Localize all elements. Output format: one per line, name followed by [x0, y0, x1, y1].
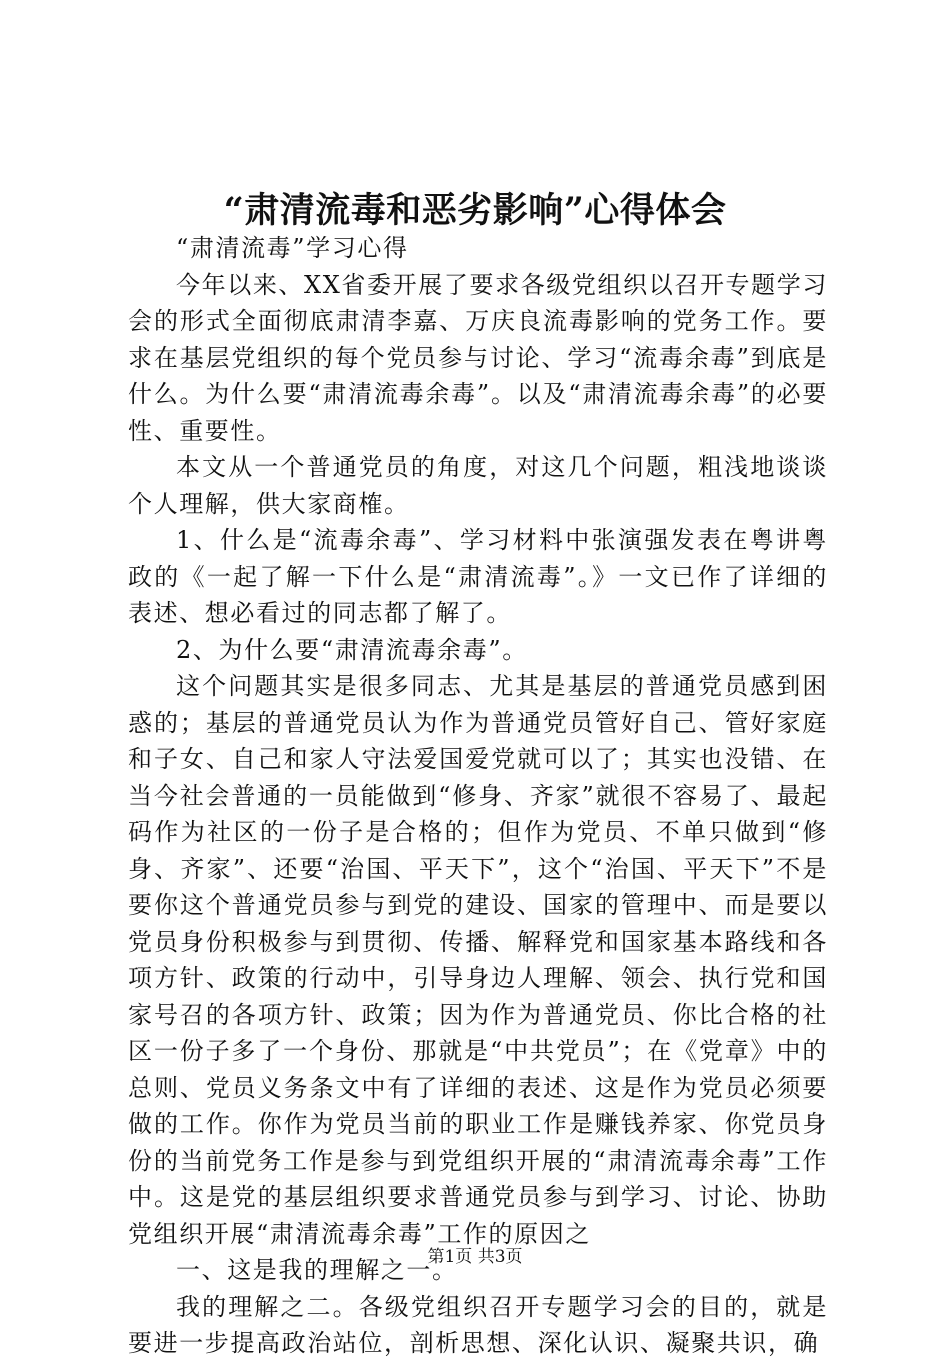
body-paragraph: 2、为什么要“肃清流毒余毒”。 [176, 635, 528, 664]
body-paragraph: 一、这是我的理解之一。 [176, 1256, 458, 1284]
body-paragraph: 1、什么是“流毒余毒”、学习材料中张演强发表在粤讲粤政的《一起了解一下什么是“肃清流毒”。》一文已作了详细的表述、想必看过的同志都了解了。 [128, 526, 828, 627]
body-paragraph: 这个问题其实是很多同志、尤其是基层的普通党员感到困惑的；基层的普通党员认为作为普通党员管好自己、管好家庭和子女、自己和家人守法爱国爱党就可以了；其实也没错、在当今社会普通的一员能做到“修身、齐家”就很不容易了、最起码作为社区的一份子是合格的；但作为党员、不单只做到“修身、齐家”、还要“治国、平天下”，这个“治国、平天下”不是要你这个普通党员参与到党的建设、国家的管理中、而是要以党员身份积极参与到贯彻、传播、解释党和国家基本路线和各项方针、政策的行动中，引导身边人理解、领会、执行党和国家号召的各项方针、政策；因为作为普通党员、你比合格的社区一份子多了一个身份、那就是“中共党员”；在《党章》中的总则、党员义务条文中有了详细的表述、这是作为党员必须要做的工作。你作为党员当前的职业工作是赚钱养家、你党员身份的当前党务工作是参与到党组织开展的“肃清流毒余毒”工作中。这是党的基层组织要求普通党员参与到学习、讨论、协助党组织开展“肃清流毒余毒”工作的原因之 [128, 672, 828, 1248]
document-title: “肃清流毒和恶劣影响”心得体会 [223, 190, 727, 231]
document-body [128, 230, 828, 1362]
subtitle-paragraph: “肃清流毒”学习心得 [176, 234, 409, 262]
body-paragraph: 我的理解之二。各级党组织召开专题学习会的目的，就是要进一步提高政治站位，剖析思想、深化认识、凝聚共识，确 [128, 1292, 828, 1357]
body-paragraph: 本文从一个普通党员的角度，对这几个问题，粗浅地谈谈个人理解，供大家商榷。 [128, 453, 828, 518]
body-paragraph: 今年以来、XX省委开展了要求各级党组织以召开专题学习会的形式全面彻底肃清李嘉、万庆良流毒影响的党务工作。要求在基层党组织的每个党员参与讨论、学习“流毒余毒”到底是什么。为什么要“肃清流毒余毒”。以及“肃清流毒余毒”的必要性、重要性。 [128, 270, 828, 445]
page-footer: 第1页 共3页 [427, 1247, 523, 1267]
